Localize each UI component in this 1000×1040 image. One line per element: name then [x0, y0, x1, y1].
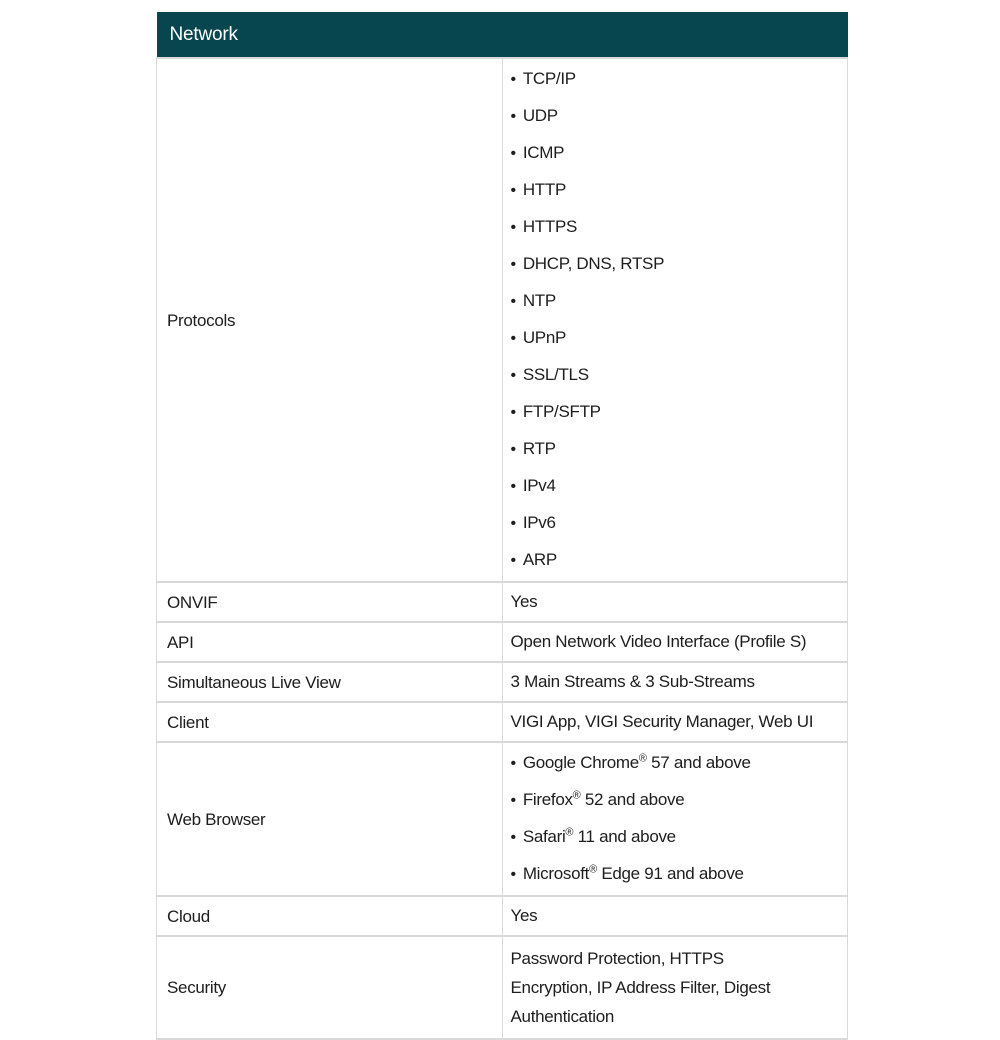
bullet-icon: • — [510, 219, 516, 236]
bullet-item — [511, 320, 836, 357]
spec-value: Yes — [502, 582, 848, 622]
bullet-text: HTTP — [522, 180, 566, 199]
bullet-text: HTTPS — [522, 217, 578, 236]
table-header-row — [157, 12, 848, 58]
spec-label: ONVIF — [157, 582, 503, 622]
bullet-text: UPnP — [522, 328, 567, 347]
bullet-icon: • — [510, 829, 516, 846]
bullet-text: UDP — [522, 106, 558, 125]
bullet-item — [511, 745, 836, 782]
bullet-item — [511, 135, 836, 172]
spec-label: Protocols — [157, 58, 503, 582]
bullet-list — [511, 61, 836, 579]
bullet-item — [511, 505, 836, 542]
bullet-icon: • — [510, 441, 516, 458]
bullet-icon: • — [510, 145, 516, 162]
bullet-icon: • — [510, 755, 516, 772]
bullet-icon: • — [510, 478, 516, 495]
spec-label: API — [157, 622, 503, 662]
bullet-item — [511, 209, 836, 246]
bullet-text: Microsoft® Edge 91 and above — [522, 863, 744, 883]
bullet-item — [511, 431, 836, 468]
table-row — [157, 896, 848, 936]
bullet-item — [511, 283, 836, 320]
spec-value: Password Protection, HTTPS Encryption, IP Address Filter, Digest Authentication — [502, 936, 848, 1039]
spec-label: Simultaneous Live View — [157, 662, 503, 702]
spec-value: 3 Main Streams & 3 Sub-Streams — [502, 662, 848, 702]
bullet-list — [511, 745, 836, 893]
bullet-text: SSL/TLS — [522, 365, 589, 384]
bullet-item — [511, 357, 836, 394]
bullet-icon: • — [510, 404, 516, 421]
bullet-icon: • — [510, 256, 516, 273]
spec-label: Security — [157, 936, 503, 1039]
table-row — [157, 742, 848, 896]
spec-label: Client — [157, 702, 503, 742]
spec-value — [502, 742, 848, 896]
table-row — [157, 582, 848, 622]
bullet-text: Safari® 11 and above — [522, 826, 676, 846]
section-title: Network — [157, 12, 848, 58]
bullet-icon: • — [510, 866, 516, 883]
spec-value: Open Network Video Interface (Profile S) — [502, 622, 848, 662]
bullet-text: FTP/SFTP — [522, 402, 601, 421]
bullet-text: Firefox® 52 and above — [522, 789, 685, 809]
bullet-item — [511, 246, 836, 283]
registered-mark: ® — [638, 752, 647, 765]
table-row — [157, 936, 848, 1039]
bullet-text: DHCP, DNS, RTSP — [522, 254, 665, 273]
bullet-icon: • — [510, 552, 516, 569]
bullet-item — [511, 782, 836, 819]
spec-value: VIGI App, VIGI Security Manager, Web UI — [502, 702, 848, 742]
bullet-icon: • — [510, 182, 516, 199]
bullet-icon: • — [510, 330, 516, 347]
bullet-item — [511, 856, 836, 893]
bullet-item — [511, 468, 836, 505]
bullet-text: TCP/IP — [522, 69, 576, 88]
bullet-icon: • — [510, 293, 516, 310]
spec-value — [502, 58, 848, 582]
spec-table-body — [157, 58, 848, 1039]
table-row — [157, 622, 848, 662]
spec-label: Web Browser — [157, 742, 503, 896]
bullet-item — [511, 394, 836, 431]
table-row — [157, 702, 848, 742]
registered-mark: ® — [572, 789, 581, 802]
registered-mark: ® — [565, 826, 574, 839]
bullet-text: NTP — [522, 291, 556, 310]
spec-value: Yes — [502, 896, 848, 936]
bullet-item — [511, 61, 836, 98]
bullet-text: ICMP — [522, 143, 565, 162]
table-row — [157, 58, 848, 582]
bullet-icon: • — [510, 108, 516, 125]
bullet-text: IPv4 — [522, 476, 556, 495]
spec-sheet — [156, 12, 848, 1040]
network-spec-table — [156, 12, 848, 1040]
spec-label: Cloud — [157, 896, 503, 936]
bullet-text: ARP — [522, 550, 557, 569]
bullet-item — [511, 819, 836, 856]
bullet-icon: • — [510, 792, 516, 809]
bullet-text: IPv6 — [522, 513, 556, 532]
bullet-icon: • — [510, 71, 516, 88]
bullet-text: RTP — [522, 439, 556, 458]
bullet-item — [511, 542, 836, 579]
bullet-icon: • — [510, 367, 516, 384]
bullet-icon: • — [510, 515, 516, 532]
bullet-item — [511, 98, 836, 135]
registered-mark: ® — [589, 863, 597, 876]
table-row — [157, 662, 848, 702]
bullet-item — [511, 172, 836, 209]
bullet-text: Google Chrome® 57 and above — [522, 752, 751, 772]
